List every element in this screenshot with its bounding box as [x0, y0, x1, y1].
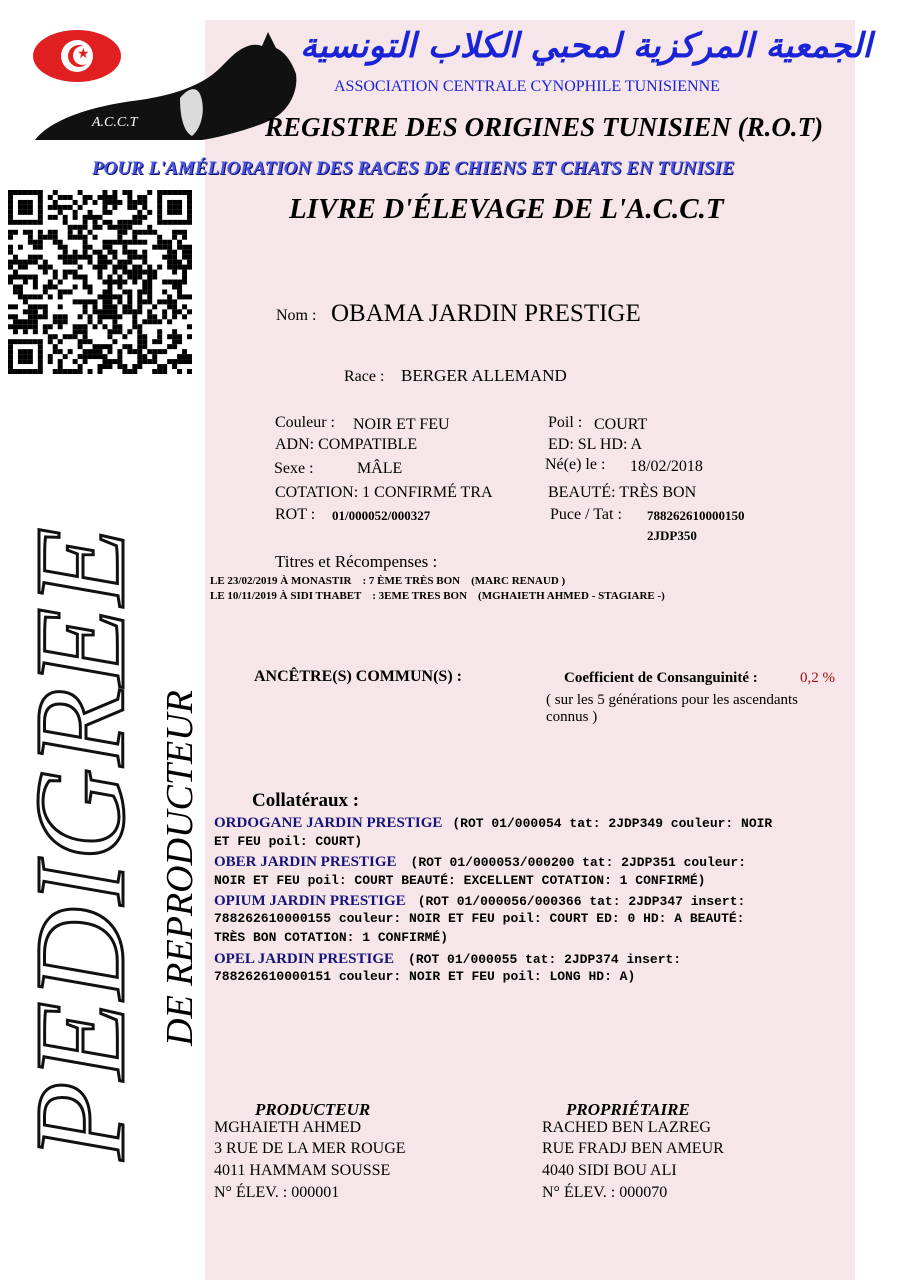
- collateral-name: OPEL JARDIN PRESTIGE: [214, 951, 395, 967]
- proprietaire-title: PROPRIÉTAIRE: [566, 1100, 690, 1119]
- book-title: LIVRE D'ÉLEVAGE DE L'A.C.C.T: [289, 193, 724, 225]
- couleur-label: Couleur :: [275, 414, 335, 431]
- titre-line: LE 23/02/2019 À MONASTIR : 7 ÈME TRÈS BON (MARC RENAUD ): [210, 575, 566, 587]
- race-label: Race :: [344, 368, 385, 385]
- collateral-details: ET FEU poil: COURT): [214, 834, 363, 849]
- producteur-elev: N° ÉLEV. : 000001: [214, 1184, 340, 1201]
- ed-value: ED: SL HD: A: [548, 436, 643, 453]
- producteur-addr1: 3 RUE DE LA MER ROUGE: [214, 1140, 406, 1157]
- titre-line: LE 10/11/2019 À SIDI THABET : 3EME TRES BON (MGHAIETH AHMED - STAGIARE -): [210, 590, 665, 602]
- tunisia-flag-icon: ★: [33, 30, 121, 82]
- puce-value: 788262610000150: [647, 508, 745, 523]
- adn-value: ADN: COMPATIBLE: [275, 436, 418, 453]
- proprietaire-name: RACHED BEN LAZREG: [542, 1119, 711, 1136]
- rot-value: 01/000052/000327: [332, 508, 431, 523]
- subtitle: POUR L'AMÉLIORATION DES RACES DE CHIENS ET CHATS EN TUNISIE: [92, 158, 735, 179]
- titres-label: Titres et Récompenses :: [275, 552, 438, 571]
- collateraux-label: Collatéraux :: [252, 790, 360, 811]
- collateral-name: OPIUM JARDIN PRESTIGE: [214, 893, 406, 909]
- collateral-details: (ROT 01/000056/000366 tat: 2JDP347 insert:: [417, 894, 746, 909]
- dog-cat-logo-icon: [30, 28, 300, 146]
- reproducteur-vertical-title: DE REPRODUCTEUR: [159, 690, 201, 1046]
- pedigree-vertical-title: PEDIGREE: [9, 525, 151, 1160]
- collateral-name: ORDOGANE JARDIN PRESTIGE: [214, 815, 443, 831]
- collateral-item: [214, 814, 772, 832]
- arabic-title: الجمعية المركزية لمحبي الكلاب التونسية: [300, 26, 872, 66]
- registry-title: REGISTRE DES ORIGINES TUNISIEN (R.O.T): [265, 112, 824, 142]
- tat-value: 2JDP350: [647, 528, 697, 543]
- poil-value: COURT: [594, 416, 648, 433]
- dog-name: OBAMA JARDIN PRESTIGE: [331, 300, 641, 327]
- collateral-item: [214, 950, 681, 968]
- collateral-item: [214, 853, 746, 871]
- producteur-name: MGHAIETH AHMED: [214, 1119, 362, 1136]
- sexe-label: Sexe :: [274, 460, 314, 477]
- proprietaire-addr1: RUE FRADJ BEN AMEUR: [542, 1140, 724, 1157]
- race-value: BERGER ALLEMAND: [401, 366, 567, 385]
- coef-value: 0,2 %: [800, 670, 835, 686]
- producteur-addr2: 4011 HAMMAM SOUSSE: [214, 1162, 391, 1179]
- collateral-details: (ROT 01/000054 tat: 2JDP349 couleur: NOIR: [452, 816, 773, 831]
- rot-label: ROT :: [275, 506, 316, 523]
- puce-label: Puce / Tat :: [550, 506, 622, 523]
- producteur-title: PRODUCTEUR: [255, 1100, 371, 1119]
- nom-label: Nom :: [276, 307, 317, 324]
- collateral-details: NOIR ET FEU poil: COURT BEAUTÉ: EXCELLENT COTATION: 1 CONFIRMÉ): [214, 873, 706, 888]
- ancetres-label: ANCÊTRE(S) COMMUN(S) :: [254, 668, 462, 685]
- collateral-name: OBER JARDIN PRESTIGE: [214, 854, 397, 870]
- collateral-details: (ROT 01/000053/000200 tat: 2JDP351 couleur:: [410, 855, 747, 870]
- beaute-value: BEAUTÉ: TRÈS BON: [548, 484, 697, 501]
- collateral-details: 788262610000151 couleur: NOIR ET FEU poil: LONG HD: A): [214, 969, 636, 984]
- ne-label: Né(e) le :: [545, 456, 606, 473]
- cotation-value: COTATION: 1 CONFIRMÉ TRA: [275, 484, 493, 501]
- logo-text: A.C.C.T: [92, 115, 138, 130]
- coef-label: Coefficient de Consanguinité :: [564, 670, 758, 686]
- association-name: ASSOCIATION CENTRALE CYNOPHILE TUNISIENNE: [334, 78, 720, 95]
- coef-note: ( sur les 5 générations pour les ascendants: [546, 692, 799, 708]
- proprietaire-addr2: 4040 SIDI BOU ALI: [542, 1162, 677, 1179]
- collateral-details: 788262610000155 couleur: NOIR ET FEU poil: COURT ED: 0 HD: A BEAUTÉ:: [214, 911, 745, 926]
- qr-code-icon: [8, 190, 192, 374]
- ne-value: 18/02/2018: [630, 458, 703, 475]
- poil-label: Poil :: [548, 414, 583, 431]
- proprietaire-elev: N° ÉLEV. : 000070: [542, 1184, 668, 1201]
- couleur-value: NOIR ET FEU: [353, 416, 450, 433]
- coef-note: connus ): [546, 709, 598, 725]
- collateral-item: [214, 892, 745, 910]
- collateral-details: (ROT 01/000055 tat: 2JDP374 insert:: [408, 952, 682, 967]
- sexe-value: MÂLE: [357, 460, 403, 477]
- collateral-details: TRÈS BON COTATION: 1 CONFIRMÉ): [214, 930, 449, 945]
